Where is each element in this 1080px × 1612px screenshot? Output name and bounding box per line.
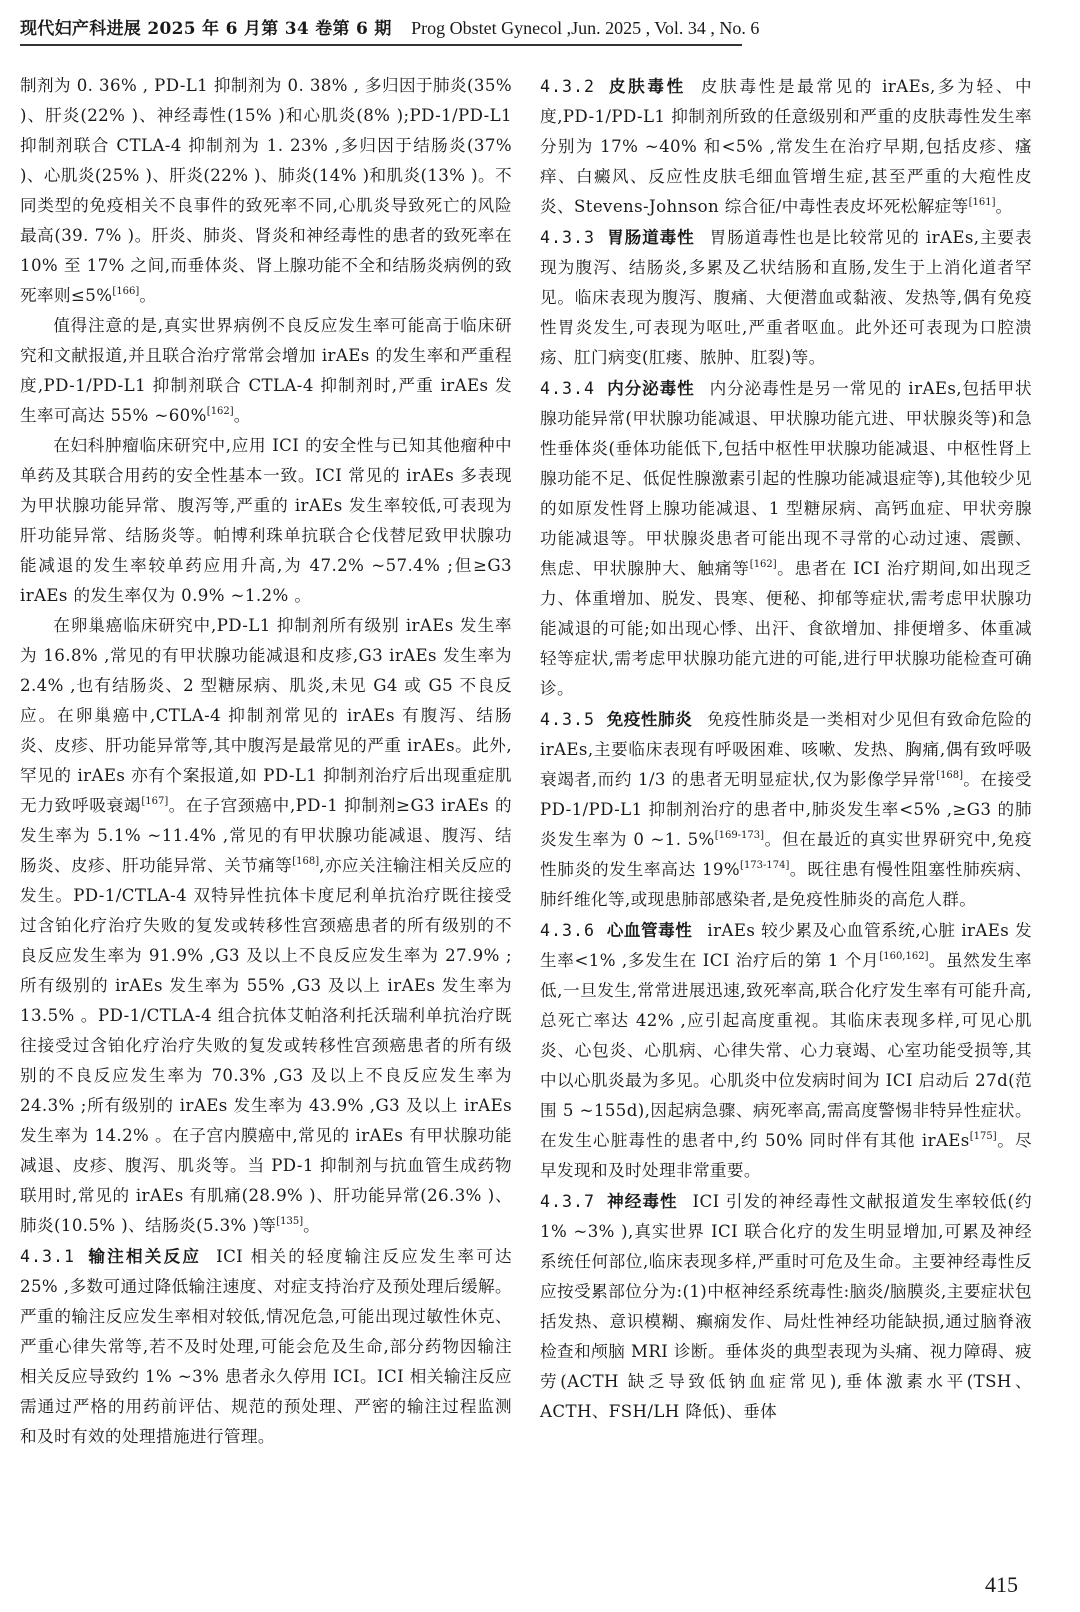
paragraph-text: 。 bbox=[233, 406, 251, 425]
section-number: 4.3.3 bbox=[540, 228, 595, 247]
section-number: 4.3.4 bbox=[540, 379, 595, 398]
paragraph-text: ICI 相关的轻度输注反应发生率可达 25% ,多数可通过降低输注速度、对症支持治疗及预处理后缓解。严重的输注反应发生率相对较低,情况危急,可能出现过敏性休克、严重心律失常等,若不及时处理,可能会危及生命,部分药物因输注相关反应导致约 1% ~3% 患者永久停用 ICI。ICI 相关输注反应需通过严格的用药前评估、规范的预处理、严密的输注过程监测和及时有效的处理措施进行管理。 bbox=[20, 1247, 512, 1446]
section-title: 心血管毒性 bbox=[606, 920, 693, 940]
section-paragraph bbox=[20, 1241, 512, 1452]
section-number: 4.3.2 bbox=[540, 77, 595, 96]
paragraph-text: ,亦应关注输注相关反应的发生。PD-1/CTLA-4 双特异性抗体卡度尼利单抗治疗既往接受过含铂化疗治疗失败的复发或转移性宫颈癌患者的所有级别的不良反应发生率为 91.9% ,G3 及以上不良反应发生率为 27.9% ;所有级别的 irAEs 发生率为 55% ,G3 及以上 irAEs 发生率为 13.5% 。PD-1/CTLA-4 组合抗体艾帕洛利托沃瑞利单抗治疗既往接受过含铂化疗治疗失败的复发或转移性宫颈癌患者的所有级别的不良反应发生率为 70.3% ,G3 及以上不良反应发生率为 24.3% ;所有级别的 irAEs 发生率为 43.9% ,G3 及以上 irAEs 发生率为 14.2% 。在子宫内膜癌中,常见的 irAEs 有甲状腺功能减退、皮疹、腹泻、肌炎等。当 PD-1 抑制剂与抗血管生成药物联用时,常见的 irAEs 有肌痛(28.9% )、肝功能异常(26.3% )、肺炎(10.5% )、结肠炎(5.3% )等 bbox=[20, 856, 513, 1235]
paragraph-text: 。既往患有慢性阻塞性肺疾病、肺纤维化等,或现患肺部感染者,是免疫性肺炎的高危人群。 bbox=[540, 860, 1032, 909]
page-number: 415 bbox=[985, 1572, 1018, 1597]
body-paragraph bbox=[20, 431, 512, 611]
citation: [173-174] bbox=[740, 860, 790, 871]
paragraph-text: 。 bbox=[139, 286, 157, 305]
citation: [135] bbox=[276, 1216, 304, 1227]
paragraph-text: irAEs 较少累及心血管系统,心脏 irAEs 发生率<1% ,多发生在 ICI 治疗后的第 1 个月 bbox=[540, 921, 1033, 970]
section-number: 4.3.1 bbox=[20, 1247, 75, 1266]
citation: [169-173] bbox=[714, 830, 765, 841]
paragraph-text: 。患者在 ICI 治疗期间,如出现乏力、体重增加、脱发、畏寒、便秘、抑郁等症状,需考虑甲状腺功能减退的可能;如出现心悸、出汗、食欲增加、排便增多、体重减轻等症状,需考虑甲状腺功能亢进的可能,进行甲状腺功能检查可确诊。 bbox=[540, 559, 1032, 698]
section-title: 神经毒性 bbox=[606, 1191, 678, 1211]
section-paragraph bbox=[540, 1186, 1032, 1427]
paragraph-text: 。但在最近的真实世界研究中,免疫性肺炎的发生率高达 19% bbox=[540, 830, 1032, 879]
paragraph-text: 免疫性肺炎是一类相对少见但有致命危险的 irAEs,主要临床表现有呼吸困难、咳嗽、发热、胸痛,偶有致呼吸衰竭者,而约 1/3 的患者无明显症状,仅为影像学异常 bbox=[540, 710, 1033, 789]
section-number: 4.3.7 bbox=[540, 1192, 595, 1211]
paragraph-text: 皮肤毒性是最常见的 irAEs,多为轻、中度,PD-1/PD-L1 抑制剂所致的任意级别和严重的皮肤毒性发生率分别为 17% ~40% 和<5% ,常发生在治疗早期,包括皮疹、瘙痒、白癜风、反应性皮肤毛细血管增生症,甚至严重的大疱性皮炎、Stevens-Johnson 综合征/中毒性表皮坏死松解症等 bbox=[540, 77, 1032, 216]
paragraph-text: 。在子宫颈癌中,PD-1 抑制剂≥G3 irAEs 的发生率为 5.1% ~11.4% ,常见的有甲状腺功能减退、腹泻、结肠炎、皮疹、肝功能异常、关节痛等 bbox=[20, 796, 512, 875]
citation: [167] bbox=[141, 796, 169, 807]
left-column bbox=[20, 71, 512, 1452]
section-title: 皮肤毒性 bbox=[606, 76, 686, 96]
section-paragraph bbox=[540, 71, 1032, 222]
citation: [168] bbox=[936, 770, 964, 781]
section-title: 输注相关反应 bbox=[86, 1246, 202, 1266]
section-title: 胃肠道毒性 bbox=[606, 227, 695, 247]
citation: [160,162] bbox=[879, 951, 929, 962]
paragraph-text: 在妇科肿瘤临床研究中,应用 ICI 的安全性与已知其他瘤种中单药及其联合用药的安全性基本一致。ICI 常见的 irAEs 多表现为甲状腺功能异常、腹泻等,严重的 irAEs 发生率较低,可表现为肝功能异常、结肠炎等。帕博利珠单抗联合仑伐替尼致甲状腺功能减退的发生率较单药应用升高,为 47.2% ~57.4% ;但≥G3 irAEs 的发生率仅为 0.9% ~1.2% 。 bbox=[20, 436, 512, 605]
section-title: 免疫性肺炎 bbox=[606, 709, 693, 729]
body-paragraph bbox=[20, 611, 512, 1241]
citation: [162] bbox=[749, 559, 777, 570]
paragraph-text: 。尽早发现和及时处理非常重要。 bbox=[540, 1131, 1032, 1180]
paragraph-text: 。 bbox=[995, 197, 1013, 216]
paragraph-text: 。在接受 PD-1/PD-L1 抑制剂治疗的患者中,肺炎发生率<5% ,≥G3 的肺炎发生率为 0 ~1. 5% bbox=[540, 770, 1032, 849]
paragraph-text: 胃肠道毒性也是比较常见的 irAEs,主要表现为腹泻、结肠炎,多累及乙状结肠和直肠,发生于上消化道者罕见。临床表现为腹泻、腹痛、大便潜血或黏液、发热等,偶有免疫性胃炎发生,可表现为呕吐,严重者呕血。此外还可表现为口腔溃疡、肛门病变(肛瘘、脓肿、肛裂)等。 bbox=[540, 228, 1033, 367]
journal-title-en: Prog Obstet Gynecol ,Jun. 2025 , Vol. 34 , No. 6 bbox=[411, 18, 760, 38]
section-number: 4.3.6 bbox=[540, 921, 595, 940]
journal-title-cn: 现代妇产科进展 2025 年 6 月第 34 卷第 6 期 bbox=[20, 19, 392, 39]
paragraph-text: 内分泌毒性是另一常见的 irAEs,包括甲状腺功能异常(甲状腺功能减退、甲状腺功能亢进、甲状腺炎等)和急性垂体炎(垂体功能低下,包括中枢性甲状腺功能减退、中枢性肾上腺功能不足、低促性腺激素引起的性腺功能减退症等),其他较少见的如原发性肾上腺功能减退、1 型糖尿病、高钙血症、甲状旁腺功能减退等。甲状腺炎患者可能出现不寻常的心动过速、震颤、焦虑、甲状腺肿大、触痛等 bbox=[540, 379, 1033, 578]
paragraph-text: 。虽然发生率低,一旦发生,常常进展迅速,致死率高,联合化疗发生率有可能升高,总死亡率达 42% ,应引起高度重视。其临床表现多样,可见心肌炎、心包炎、心肌病、心律失常、心力衰竭、心室功能受损等,其中以心肌炎最为多见。心肌炎中位发病时间为 ICI 启动后 27d(范围 5 ~155d),因起病急骤、病死率高,需高度警惕非特异性症状。在发生心脏毒性的患者中,约 50% 同时伴有其他 irAEs bbox=[540, 951, 1032, 1150]
citation: [161] bbox=[968, 197, 996, 208]
right-column bbox=[540, 71, 1032, 1427]
citation: [168] bbox=[292, 856, 320, 867]
header-rule bbox=[20, 44, 742, 46]
section-paragraph bbox=[540, 915, 1032, 1186]
citation: [166] bbox=[112, 286, 140, 297]
running-header bbox=[20, 14, 1030, 44]
paragraph-text: 制剂为 0. 36% , PD-L1 抑制剂为 0. 38% , 多归因于肺炎(35% )、肝炎(22% )、神经毒性(15% )和心肌炎(8% );PD-1/PD-L1 抑制剂联合 CTLA-4 抑制剂为 1. 23% ,多归因于结肠炎(37% )、心肌炎(25% )、肝炎(22% )、肺炎(14% )和肌炎(13% )。不同类型的免疫相关不良事件的致死率不同,心肌炎导致死亡的风险最高(39. 7% )。肝炎、肺炎、肾炎和神经毒性的患者的致死率在 10% 至 17% 之间,而垂体炎、肾上腺功能不全和结肠炎病例的致死率则≤5% bbox=[20, 76, 512, 305]
body-paragraph bbox=[20, 311, 512, 431]
paragraph-text: ICI 引发的神经毒性文献报道发生率较低(约 1% ~3% ),真实世界 ICI 联合化疗的发生明显增加,可累及神经系统任何部位,临床表现多样,严重时可危及生命。主要神经毒性反应按受累部位分为:(1)中枢神经系统毒性:脑炎/脑膜炎,主要症状包括发热、意识模糊、癫痫发作、局灶性神经功能缺损,通过脑脊液检查和颅脑 MRI 诊断。垂体炎的典型表现为头痛、视力障碍、疲劳(ACTH 缺乏导致低钠血症常见),垂体激素水平(TSH、ACTH、FSH/LH 降低)、垂体 bbox=[540, 1192, 1032, 1421]
section-paragraph bbox=[540, 373, 1032, 704]
citation: [175] bbox=[969, 1131, 997, 1142]
section-title: 内分泌毒性 bbox=[606, 378, 695, 398]
citation: [162] bbox=[206, 406, 234, 417]
paragraph-text: 在卵巢癌临床研究中,PD-L1 抑制剂所有级别 irAEs 发生率为 16.8% ,常见的有甲状腺功能减退和皮疹,G3 irAEs 发生率为 2.4% ,也有结肠炎、2 型糖尿病、肌炎,未见 G4 或 G5 不良反应。在卵巢癌中,CTLA-4 抑制剂常见的 irAEs 有腹泻、结肠炎、皮疹、肝功能异常等,其中腹泻是最常见的严重 irAEs。此外,罕见的 irAEs 亦有个案报道,如 PD-L1 抑制剂治疗后出现重症肌无力致呼吸衰竭 bbox=[20, 616, 512, 815]
section-paragraph bbox=[540, 704, 1032, 915]
paragraph-text: 值得注意的是,真实世界病例不良反应发生率可能高于临床研究和文献报道,并且联合治疗常常会增加 irAEs 的发生率和严重程度,PD-1/PD-L1 抑制剂联合 CTLA-4 抑制剂时,严重 irAEs 发生率可高达 55% ~60% bbox=[20, 316, 512, 425]
section-paragraph bbox=[540, 222, 1032, 373]
section-number: 4.3.5 bbox=[540, 710, 595, 729]
paragraph-text: 。 bbox=[303, 1216, 321, 1235]
body-paragraph bbox=[20, 71, 512, 311]
